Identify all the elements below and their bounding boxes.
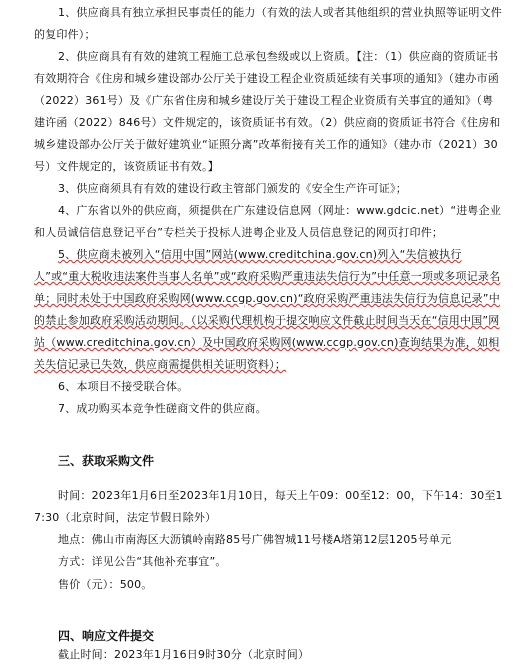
section-title-obtain-documents: 三、获取采购文件 bbox=[58, 454, 155, 468]
qualification-item-4: 4、广东省以外的供应商，须提供在广东建设信息网（网址：www.gdcic.net）“进粤企业和人员诚信信息登记平台”专栏关于投标人进粤企业及人员信息登记的网页打印件； bbox=[34, 204, 502, 239]
qualification-item-7: 7、成功购买本竞争性磋商文件的供应商。 bbox=[58, 402, 267, 415]
obtain-location: 地点：佛山市南海区大沥镇岭南路85号广佛智城11号楼A塔第12层1205号单元 bbox=[58, 533, 452, 546]
qualification-item-3: 3、供应商须具有有效的建设行政主管部门颁发的《安全生产许可证》； bbox=[58, 182, 407, 195]
submission-deadline: 截止时间：2023年1月16日9时30分（北京时间） bbox=[58, 648, 310, 661]
qualification-item-2: 2、供应商具有有效的建筑工程施工总承包叁级或以上资质。【注：（1）供应商的资质证书有效期符合《住房和城乡建设部办公厅关于建设工程企业资质延续有关事项的通知》（建办市函（2022）361号）及《广东省住房和城乡建设厅关于建设工程企业资质有关事宜的通知》（粤建许函（2022）846号）文件规定的，该资质证书有效。（2）供应商的资质证书符合《住房和城乡建设部办公厅关于做好建筑业“证照分离”改革衔接有关工作的通知》（建办市（2021）30号）文件规定的，该资质证书有效。】 bbox=[34, 50, 501, 173]
qualification-item-1: 1、供应商具有独立承担民事责任的能力（有效的法人或者其他组织的营业执照等证明文件的复印件）； bbox=[34, 6, 502, 41]
document-price: 售价（元）：500。 bbox=[58, 578, 153, 591]
qualification-item-6: 6、本项目不接受联合体。 bbox=[58, 380, 189, 393]
qualification-item-5: 5、供应商未被列入“信用中国”网站(www.creditchina.gov.cn)列入“失信被执行人”或“重大税收违法案件当事人名单”或“政府采购严重违法失信行为”中任意一项或多项记录名单；同时未处于中国政府采购网(www.ccgp.gov.cn)“政府采购严重违法失信行为信息记录”中的禁止参加政府采购活动期间。（以采购代理机构于提交响应文件截止时间当天在“信用中国”网站（www.creditchina.gov.cn）及中国政府采购网(www.ccgp.gov.cn)查询结果为准，如相关失信记录已失效，供应商需提供相关证明资料）； bbox=[34, 248, 501, 371]
obtain-time: 时间：2023年1月6日至2023年1月10日，每天上午09：00至12：00，下午14：30至17:30（北京时间，法定节假日除外） bbox=[34, 489, 503, 524]
section-title-submit-response: 四、响应文件提交 bbox=[58, 629, 155, 643]
obtain-method: 方式：详见公告“其他补充事宜”。 bbox=[58, 555, 227, 568]
